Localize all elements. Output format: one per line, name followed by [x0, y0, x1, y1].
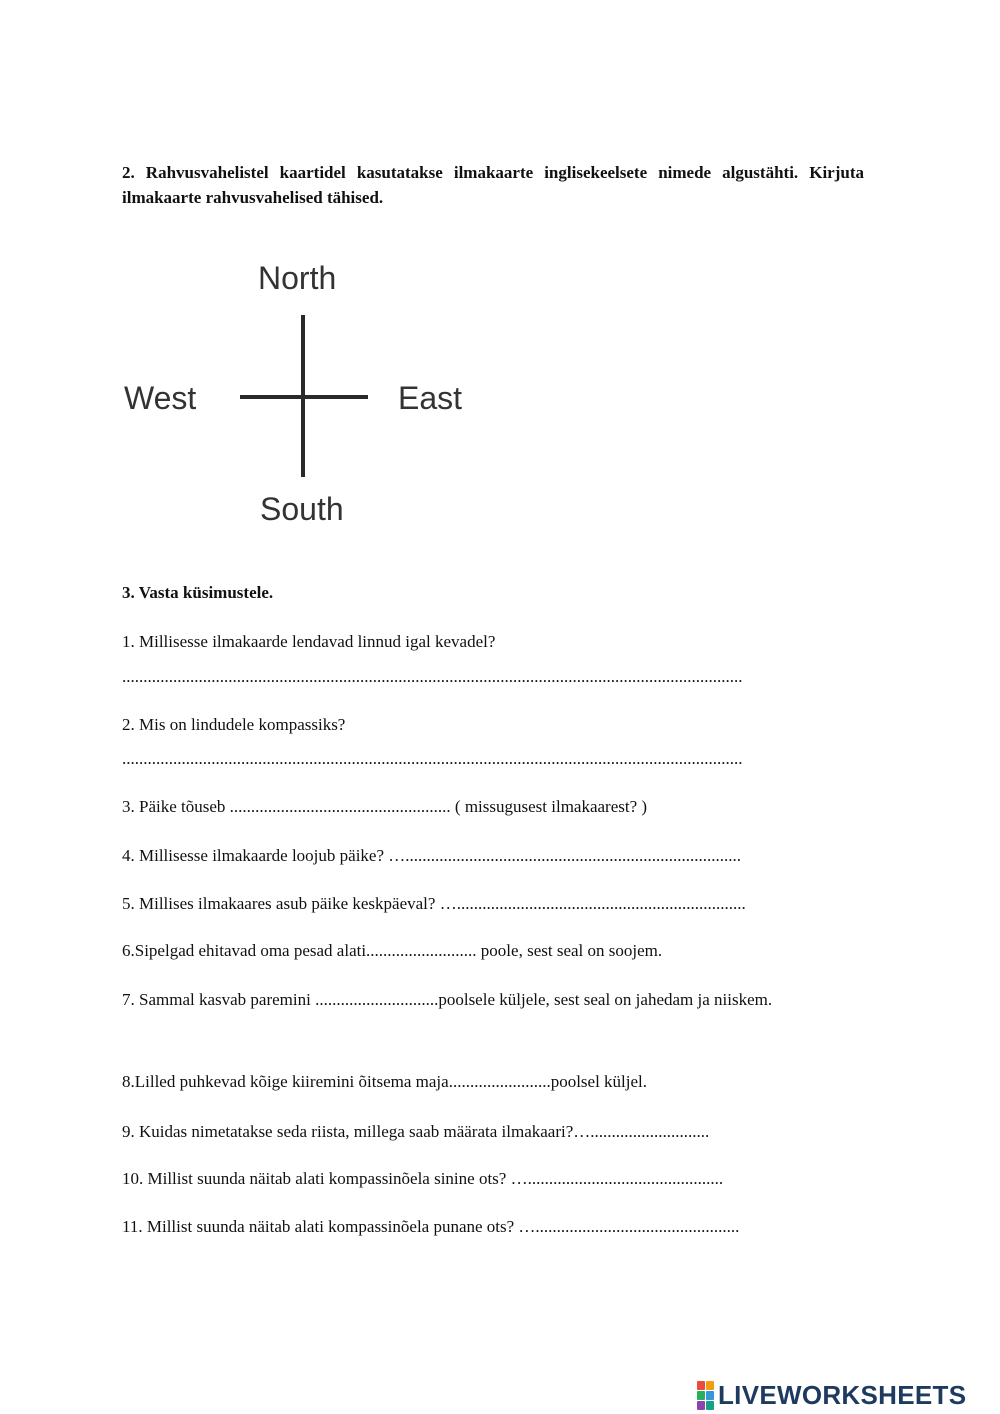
question-8: 8.Lilled puhkevad kõige kiiremini õitsema maja........................poolsel küljel.: [122, 1072, 648, 1091]
logo-cell: [706, 1391, 714, 1400]
question-1: 1. Millisesse ilmakaarde lendavad linnud igal kevadel?: [122, 632, 496, 651]
compass-north-label: North: [258, 260, 337, 296]
compass-east-label: East: [398, 380, 463, 416]
logo-cell: [706, 1381, 714, 1390]
logo-text: LIVEWORKSHEETS: [718, 1379, 967, 1410]
question-7: 7. Sammal kasvab paremini .............................poolsele küljele, sest seal on jahedam ja niiskem.: [122, 990, 773, 1009]
answer-line-1[interactable]: ..................................................................................................................................................: [122, 667, 743, 686]
question-9: 9. Kuidas nimetatakse seda riista, millega saab määrata ilmakaari?…............................: [122, 1122, 710, 1141]
logo-cell: [697, 1401, 705, 1410]
compass-west-label: West: [124, 380, 197, 416]
task3-heading: 3. Vasta küsimustele.: [122, 583, 274, 602]
answer-line-2[interactable]: ..................................................................................................................................................: [122, 749, 743, 768]
question-11: 11. Millist suunda näitab alati kompassinõela punane ots? …................................................: [122, 1217, 740, 1236]
logo-cell: [697, 1391, 705, 1400]
compass-horizontal-line: [240, 395, 368, 399]
task2-instruction: 2. Rahvusvahelistel kaartidel kasutatakse ilmakaarte inglisekeelsete nimede algustähti. Kirjuta ilmakaarte rahvusvahelised tähised.: [122, 163, 864, 207]
question-10: 10. Millist suunda näitab alati kompassinõela sinine ots? …..............................................: [122, 1169, 724, 1188]
compass-diagram: [110, 250, 480, 540]
logo-icon: [697, 1381, 714, 1410]
liveworksheets-logo[interactable]: [697, 1380, 966, 1410]
question-4: 4. Millisesse ilmakaarde loojub päike? …...............................................................................: [122, 846, 742, 865]
question-6: 6.Sipelgad ehitavad oma pesad alati.......................... poole, sest seal on soojem.: [122, 941, 663, 960]
compass-south-label: South: [260, 491, 344, 527]
logo-cell: [697, 1381, 705, 1390]
question-5: 5. Millises ilmakaares asub päike keskpäeval? …....................................................................: [122, 894, 746, 913]
logo-cell: [706, 1401, 714, 1410]
question-3: 3. Päike tõuseb .................................................... ( missugusest ilmakaarest? ): [122, 797, 648, 816]
question-2: 2. Mis on lindudele kompassiks?: [122, 715, 346, 734]
